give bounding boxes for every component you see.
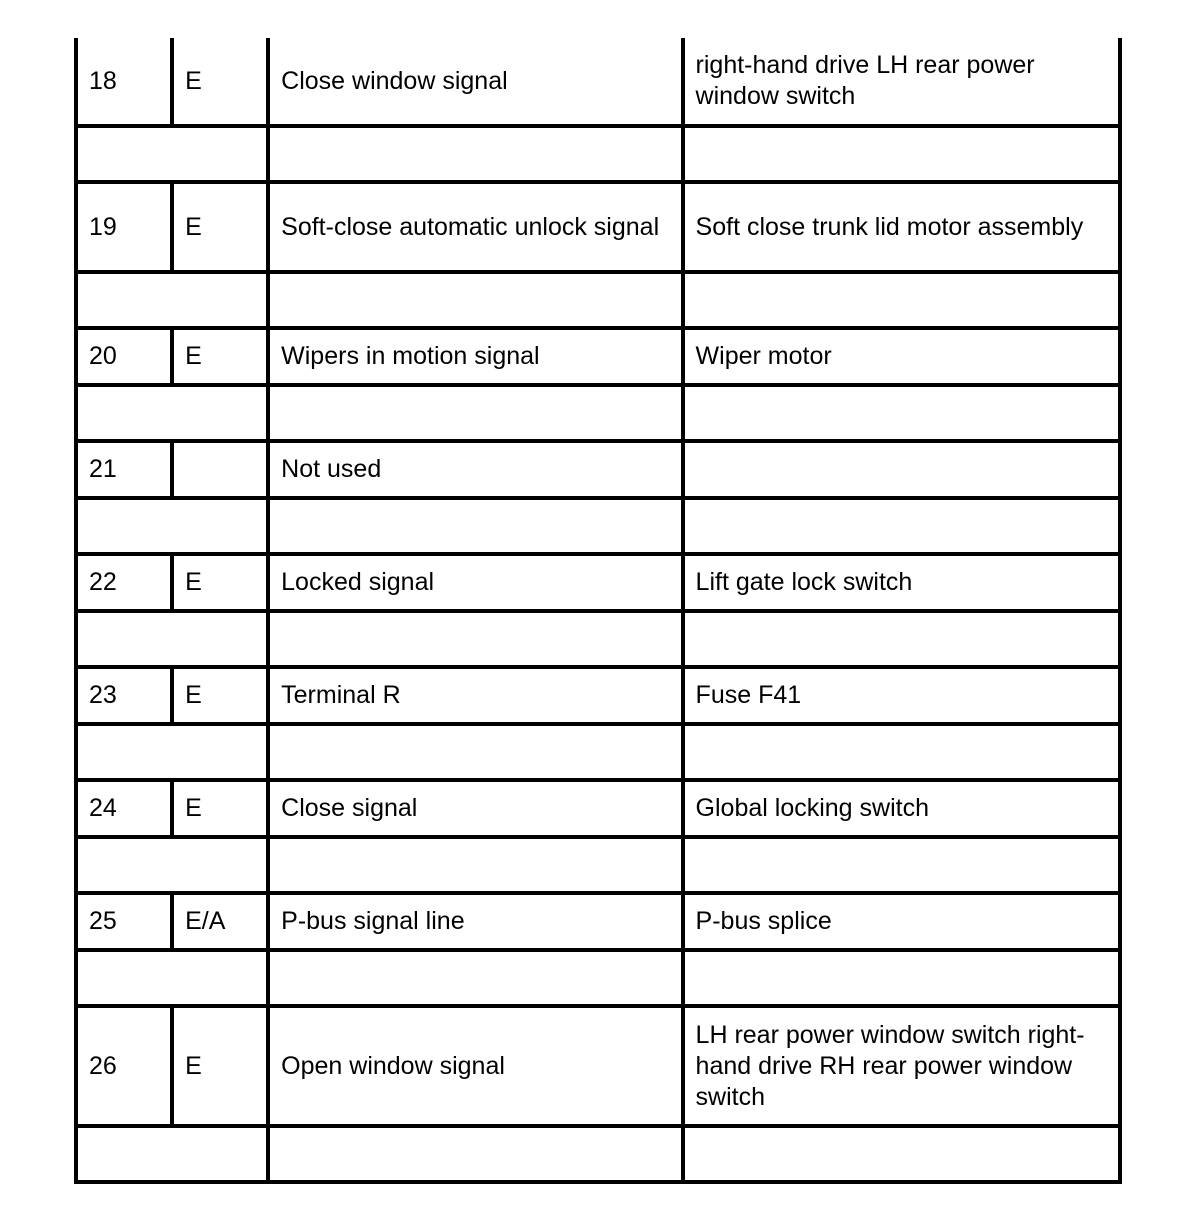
spacer-cell — [76, 724, 268, 780]
spacer-cell — [76, 498, 268, 554]
description-cell: Close window signal — [268, 38, 682, 126]
pin-cell: 18 — [76, 38, 172, 126]
spacer-cell — [683, 950, 1120, 1006]
io-cell: E/A — [172, 893, 268, 950]
spacer-row — [76, 724, 1120, 780]
pin-cell: 22 — [76, 554, 172, 611]
spacer-row — [76, 611, 1120, 667]
destination-cell: Lift gate lock switch — [683, 554, 1120, 611]
spacer-cell — [683, 611, 1120, 667]
spacer-cell — [268, 498, 682, 554]
destination-cell: Global locking switch — [683, 780, 1120, 837]
spacer-cell — [683, 126, 1120, 182]
spacer-cell — [268, 126, 682, 182]
pin-table-body — [76, 38, 1120, 1182]
pin-assignment-table — [74, 38, 1122, 1184]
spacer-cell — [268, 1126, 682, 1182]
pin-cell: 24 — [76, 780, 172, 837]
spacer-cell — [683, 837, 1120, 893]
description-cell: P-bus signal line — [268, 893, 682, 950]
io-cell: E — [172, 38, 268, 126]
spacer-row — [76, 385, 1120, 441]
spacer-cell — [76, 611, 268, 667]
spacer-cell — [268, 950, 682, 1006]
io-cell — [172, 441, 268, 498]
spacer-row — [76, 272, 1120, 328]
pin-cell: 23 — [76, 667, 172, 724]
destination-cell: Fuse F41 — [683, 667, 1120, 724]
description-cell: Soft-close automatic unlock signal — [268, 182, 682, 272]
spacer-row — [76, 126, 1120, 182]
spacer-cell — [683, 498, 1120, 554]
table-row — [76, 893, 1120, 950]
description-cell: Not used — [268, 441, 682, 498]
spacer-cell — [683, 724, 1120, 780]
pin-cell: 25 — [76, 893, 172, 950]
spacer-cell — [76, 272, 268, 328]
io-cell: E — [172, 182, 268, 272]
spacer-cell — [268, 611, 682, 667]
table-row — [76, 554, 1120, 611]
spacer-row — [76, 498, 1120, 554]
description-cell: Terminal R — [268, 667, 682, 724]
table-row — [76, 1006, 1120, 1126]
description-cell: Close signal — [268, 780, 682, 837]
destination-cell: P-bus splice — [683, 893, 1120, 950]
description-cell: Open window signal — [268, 1006, 682, 1126]
destination-cell: right-hand drive LH rear power window switch — [683, 38, 1120, 126]
io-cell: E — [172, 667, 268, 724]
spacer-cell — [76, 1126, 268, 1182]
destination-cell: Soft close trunk lid motor assembly — [683, 182, 1120, 272]
spacer-cell — [76, 950, 268, 1006]
destination-cell: Wiper motor — [683, 328, 1120, 385]
table-row — [76, 441, 1120, 498]
io-cell: E — [172, 1006, 268, 1126]
destination-cell — [683, 441, 1120, 498]
table-row — [76, 328, 1120, 385]
description-cell: Locked signal — [268, 554, 682, 611]
table-row — [76, 182, 1120, 272]
pin-cell: 26 — [76, 1006, 172, 1126]
io-cell: E — [172, 554, 268, 611]
spacer-cell — [683, 1126, 1120, 1182]
spacer-row — [76, 837, 1120, 893]
pin-cell: 20 — [76, 328, 172, 385]
description-cell: Wipers in motion signal — [268, 328, 682, 385]
io-cell: E — [172, 328, 268, 385]
spacer-cell — [268, 837, 682, 893]
spacer-cell — [76, 385, 268, 441]
spacer-cell — [683, 272, 1120, 328]
pin-cell: 21 — [76, 441, 172, 498]
spacer-cell — [268, 272, 682, 328]
spacer-cell — [76, 126, 268, 182]
spacer-cell — [268, 724, 682, 780]
spacer-row — [76, 1126, 1120, 1182]
spacer-cell — [76, 837, 268, 893]
spacer-cell — [268, 385, 682, 441]
spacer-cell — [683, 385, 1120, 441]
spacer-row — [76, 950, 1120, 1006]
destination-cell: LH rear power window switch right-hand drive RH rear power window switch — [683, 1006, 1120, 1126]
pin-cell: 19 — [76, 182, 172, 272]
table-row — [76, 38, 1120, 126]
io-cell: E — [172, 780, 268, 837]
table-row — [76, 667, 1120, 724]
table-row — [76, 780, 1120, 837]
